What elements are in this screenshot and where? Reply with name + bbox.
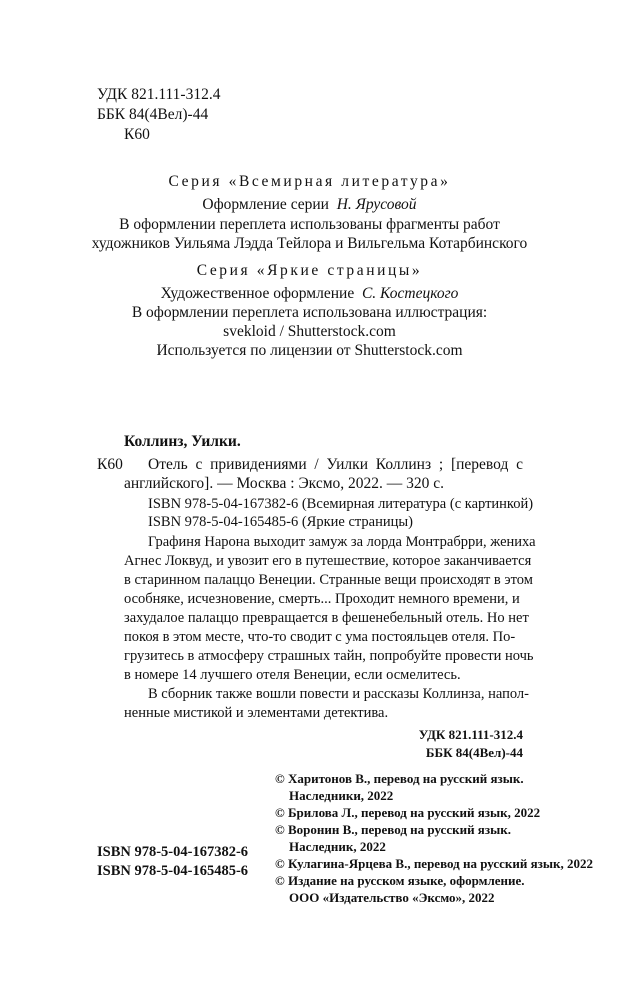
header-bbk: ББК 84(4Вел)-44	[97, 106, 209, 123]
catalog-author: Коллинз, Уилки.	[124, 433, 241, 450]
series2-title: Серия «Яркие страницы»	[196, 262, 423, 279]
header-udk: УДК 821.111-312.4	[97, 86, 221, 103]
series1-title: Серия «Всемирная литература»	[168, 173, 451, 190]
copyright-line: © Кулагина-Ярцева В., перевод на русский язык, 2022	[275, 856, 594, 871]
header-code: К60	[124, 126, 150, 143]
catalog-isbn1: ISBN 978-5-04-167382-6 (Всемирная литература (с картинкой)	[148, 496, 534, 512]
annotation-line: Графиня Нарона выходит замуж за лорда Монтрабрри, жениха	[148, 534, 536, 550]
copyright-line: Наследники, 2022	[289, 788, 394, 803]
annotation-line: в старинном палаццо Венеции. Странные вещи происходят в этом	[124, 572, 533, 588]
copyright-line: ООО «Издательство «Эксмо», 2022	[289, 890, 495, 905]
series2-cover-line3: Используется по лицензии от Shutterstock.com	[156, 342, 463, 359]
copyright-line: Наследник, 2022	[289, 839, 386, 854]
annotation-line: грузитесь в атмосферу страшных тайн, попробуйте провести ночь	[124, 648, 534, 664]
annotation-line: захудалое палаццо превращается в фешенебельный отель. Но нет	[124, 610, 529, 626]
annotation-line: Агнес Локвуд, и увозит его в путешествие, которое заканчивается	[124, 553, 532, 569]
catalog-bbk: ББК 84(4Вел)-44	[425, 745, 523, 760]
copyright-line: © Воронин В., перевод на русский язык.	[275, 822, 511, 837]
catalog-title-line1: Отель с привидениями / Уилки Коллинз ; [перевод с	[148, 456, 523, 473]
catalog-title-line2: английского]. — Москва : Эксмо, 2022. — 320 с.	[124, 475, 445, 492]
catalog-isbn2: ISBN 978-5-04-165485-6 (Яркие страницы)	[148, 514, 413, 530]
series1-design-name: Н. Ярусовой	[336, 196, 417, 213]
series1-design-label: Оформление серии	[202, 196, 329, 213]
series2-cover-line2: svekloid / Shutterstock.com	[223, 323, 396, 340]
annotation-line: В сборник также вошли повести и рассказы Коллинза, напол-	[148, 686, 529, 702]
copyright-line: © Харитонов В., перевод на русский язык.	[275, 771, 524, 786]
series1-design	[0, 196, 619, 214]
annotation-line: в номере 14 лучшего отеля Венеции, если осмелитесь.	[124, 667, 461, 683]
annotation-line: покоя в этом месте, что-то сводит с ума постояльцев отеля. По-	[124, 629, 516, 645]
isbn-block-2: ISBN 978-5-04-165485-6	[97, 863, 249, 879]
copyright-line: © Брилова Л., перевод на русский язык, 2022	[275, 805, 541, 820]
annotation-line: ненные мистикой и элементами детектива.	[124, 705, 389, 721]
series2-cover-line1: В оформлении переплета использована иллюстрация:	[131, 304, 488, 321]
series2-art-label: Художественное оформление	[160, 285, 355, 302]
series1-cover-line2: художников Уильяма Лэдда Тейлора и Вильгельма Котарбинского	[91, 235, 528, 252]
series1-cover-line1: В оформлении переплета использованы фрагменты работ	[119, 216, 500, 233]
series2-art-name: С. Костецкого	[361, 285, 459, 302]
isbn-block-1: ISBN 978-5-04-167382-6	[97, 844, 249, 860]
catalog-code: К60	[97, 456, 123, 473]
catalog-udk: УДК 821.111-312.4	[418, 727, 523, 742]
series2-art	[0, 285, 619, 303]
annotation-line: особняке, исчезновение, смерть... Проходит немного времени, и	[124, 591, 520, 607]
copyright-line: © Издание на русском языке, оформление.	[275, 873, 525, 888]
